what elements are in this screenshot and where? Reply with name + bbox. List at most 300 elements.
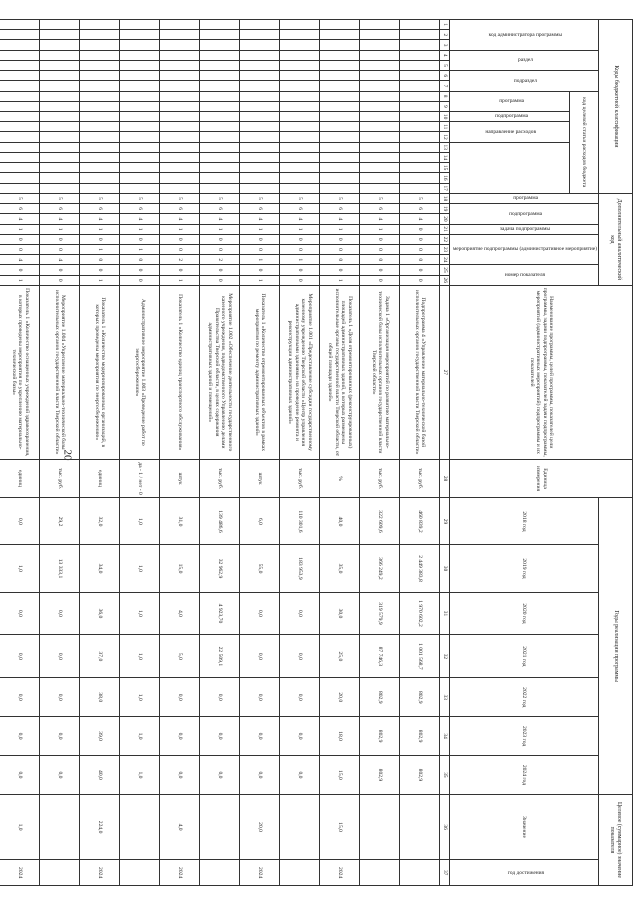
year-value-cell: 0,0 <box>0 717 40 756</box>
budget-code-cell <box>240 142 280 152</box>
budget-code-cell <box>360 142 400 152</box>
budget-code-cell <box>240 183 280 193</box>
budget-code-cell <box>280 71 320 81</box>
rotated-table-container <box>10 19 633 886</box>
analytic-code-cell: 0 <box>360 234 400 244</box>
year-value-cell: 38,0 <box>80 678 120 717</box>
analytic-code-cell: 0 <box>0 234 40 244</box>
year-2018-header: 2018 год <box>450 498 599 545</box>
year-value-cell: 1,0 <box>120 717 160 756</box>
budget-code-cell <box>0 132 40 142</box>
unit-column-header: Единица измерения <box>450 459 633 498</box>
budget-code-cell <box>200 132 240 142</box>
year-value-cell: 1,0 <box>120 756 160 795</box>
unit-cell: % <box>320 459 360 498</box>
budget-code-cell <box>40 183 80 193</box>
budget-code-cell <box>400 40 440 50</box>
column-number: 20 <box>440 214 450 224</box>
table-row <box>200 20 240 886</box>
budget-code-cell <box>360 71 400 81</box>
budget-code-cell <box>160 173 200 183</box>
analytic-code-cell: 1 <box>320 224 360 234</box>
budget-code-cell <box>40 81 80 91</box>
column-number: 23 <box>440 244 450 254</box>
target-value-header: Значение <box>450 794 599 859</box>
budget-code-cell <box>400 60 440 70</box>
budget-code-cell <box>160 101 200 111</box>
year-value-cell: 802,9 <box>400 756 440 795</box>
year-value-cell: 40,0 <box>80 756 120 795</box>
budget-code-cell <box>320 132 360 142</box>
column-number: 34 <box>440 717 450 756</box>
budget-code-cell <box>240 81 280 91</box>
year-value-cell: 0,0 <box>200 678 240 717</box>
budget-code-cell <box>120 183 160 193</box>
analytic-code-cell: 5 <box>40 193 80 203</box>
budget-code-cell <box>160 50 200 60</box>
header-row-1 <box>599 20 633 886</box>
budget-code-cell <box>360 50 400 60</box>
budget-code-cell <box>160 122 200 132</box>
year-value-cell: 0,0 <box>240 756 280 795</box>
budget-code-cell <box>240 173 280 183</box>
budget-code-cell <box>280 142 320 152</box>
year-value-cell: 0,0 <box>160 756 200 795</box>
year-value-cell: 87 746,3 <box>360 635 400 678</box>
budget-code-cell <box>360 30 400 40</box>
budget-code-cell <box>200 183 240 193</box>
target-year-cell: 2024 <box>80 860 120 886</box>
column-number: 31 <box>440 592 450 635</box>
budget-code-cell <box>80 30 120 40</box>
budget-code-cell <box>360 40 400 50</box>
analytic-code-cell: 1 <box>360 224 400 234</box>
budget-code-cell <box>240 111 280 121</box>
budget-code-cell <box>360 132 400 142</box>
budget-code-cell <box>80 101 120 111</box>
year-2024-header: 2024 год <box>450 756 599 795</box>
analytic-code-cell: 5 <box>120 193 160 203</box>
analytic-code-cell: 6 <box>240 204 280 214</box>
analytic-code-cell: 0 <box>240 234 280 244</box>
budget-code-cell <box>120 40 160 50</box>
budget-code-cell <box>240 101 280 111</box>
budget-code-cell <box>0 111 40 121</box>
budget-code-cell <box>200 71 240 81</box>
year-value-cell: 0,0 <box>0 678 40 717</box>
analytic-code-cell: 0 <box>360 244 400 254</box>
year-value-cell: 0,0 <box>40 592 80 635</box>
unit-cell: тыс. руб. <box>280 459 320 498</box>
analytic-code-cell: 5 <box>80 193 120 203</box>
budget-code-cell <box>120 81 160 91</box>
budget-code-cell <box>240 60 280 70</box>
year-value-cell: 0,0 <box>240 678 280 717</box>
year-value-cell: 0,0 <box>0 498 40 545</box>
column-number: 1 <box>440 20 450 30</box>
analytic-code-cell: 0 <box>240 244 280 254</box>
budget-code-cell <box>80 152 120 162</box>
budget-code-cell <box>40 122 80 132</box>
row-name-cell: Административное мероприятие 1.003 «Проведение работ по энергосбережению» <box>120 285 160 459</box>
budget-code-cell <box>200 163 240 173</box>
analytic-code-cell: 0 <box>120 234 160 244</box>
year-value-cell: 20,0 <box>320 678 360 717</box>
analytic-code-cell: 0 <box>400 265 440 275</box>
analytic-code-cell: 0 <box>400 234 440 244</box>
year-value-cell: 460 839,2 <box>400 498 440 545</box>
budget-code-cell <box>80 20 120 30</box>
year-value-cell: 39,0 <box>80 717 120 756</box>
expense-reserved-header <box>450 142 570 193</box>
year-value-cell: 0,0 <box>280 678 320 717</box>
budget-code-cell <box>280 163 320 173</box>
target-year-cell: 2024 <box>240 860 280 886</box>
analytic-code-cell: 6 <box>120 204 160 214</box>
budget-code-cell <box>120 30 160 40</box>
year-value-cell: 0,0 <box>40 635 80 678</box>
column-number: 18 <box>440 193 450 203</box>
budget-code-cell <box>120 173 160 183</box>
analytic-code-cell: 4 <box>360 214 400 224</box>
budget-code-cell <box>160 30 200 40</box>
analytic-code-cell: 6 <box>40 204 80 214</box>
budget-code-cell <box>200 122 240 132</box>
column-number: 32 <box>440 635 450 678</box>
analytic-code-cell: 0 <box>80 234 120 244</box>
analytic-code-cell: 4 <box>40 214 80 224</box>
budget-code-cell <box>80 91 120 101</box>
budget-code-cell <box>0 50 40 60</box>
analytic-code-cell: 4 <box>400 214 440 224</box>
analytic-code-cell: 0 <box>160 265 200 275</box>
column-number: 6 <box>440 71 450 81</box>
budget-code-cell <box>200 91 240 101</box>
target-year-cell <box>200 860 240 886</box>
budget-code-cell <box>240 122 280 132</box>
year-value-cell: 35,0 <box>320 545 360 592</box>
budget-code-cell <box>40 152 80 162</box>
year-value-cell: 802,9 <box>360 678 400 717</box>
column-number: 33 <box>440 678 450 717</box>
year-value-cell: 1 001 568,7 <box>400 635 440 678</box>
budget-code-cell <box>400 173 440 183</box>
budget-code-cell <box>80 60 120 70</box>
analytic-code-cell: 5 <box>280 193 320 203</box>
document-sheet <box>10 19 633 886</box>
year-value-cell: 183 953,9 <box>280 545 320 592</box>
aa-subprogram-header: подпрограмма <box>450 204 599 224</box>
budget-code-cell <box>360 122 400 132</box>
budget-code-cell <box>80 183 120 193</box>
unit-cell: тыс. руб. <box>360 459 400 498</box>
column-number: 11 <box>440 122 450 132</box>
budget-code-cell <box>160 142 200 152</box>
target-year-cell <box>360 860 400 886</box>
target-value-cell <box>400 794 440 859</box>
year-value-cell: 0,0 <box>40 756 80 795</box>
analytic-code-cell: 0 <box>40 265 80 275</box>
budget-code-cell <box>320 183 360 193</box>
analytic-code-cell: 6 <box>80 204 120 214</box>
target-year-cell <box>280 860 320 886</box>
budget-code-cell <box>200 173 240 183</box>
year-2019-header: 2019 год <box>450 545 599 592</box>
column-number: 8 <box>440 91 450 101</box>
budget-code-cell <box>160 163 200 173</box>
program-indicators-table <box>0 19 633 886</box>
year-value-cell: 5,0 <box>160 635 200 678</box>
analytic-code-cell: 4 <box>240 214 280 224</box>
budget-code-cell <box>280 20 320 30</box>
budget-code-cell <box>80 111 120 121</box>
aa-indicator-header: номер показателя <box>450 265 599 286</box>
unit-cell: единиц <box>0 459 40 498</box>
aa-task-header: задача подпрограммы <box>450 224 599 234</box>
budget-code-cell <box>240 50 280 60</box>
row-name-cell: Мероприятие 1.002 «Обеспечение деятельности государственного казенного учреждения, подведомственного Управлению делами Правительства Тверской области, в целях содержания административных зданий и помещений» <box>200 285 240 459</box>
budget-code-cell <box>400 122 440 132</box>
column-number: 28 <box>440 459 450 498</box>
budget-code-cell <box>320 152 360 162</box>
budget-code-cell <box>280 60 320 70</box>
budget-code-cell <box>240 91 280 101</box>
year-value-cell: 802,9 <box>360 756 400 795</box>
analytic-code-cell: 1 <box>40 224 80 234</box>
table-row <box>320 20 360 886</box>
analytic-code-cell: 4 <box>200 214 240 224</box>
unit-cell: тыс. руб. <box>200 459 240 498</box>
year-value-cell: 0,0 <box>280 635 320 678</box>
budget-code-cell <box>160 60 200 70</box>
analytic-code-cell: 4 <box>40 255 80 265</box>
unit-cell: тыс. руб. <box>40 459 80 498</box>
budget-code-cell <box>320 91 360 101</box>
budget-code-cell <box>360 111 400 121</box>
year-value-cell: 802,9 <box>360 717 400 756</box>
analytic-code-cell: 1 <box>320 275 360 285</box>
analytic-code-cell: 0 <box>120 275 160 285</box>
unit-cell: да - 1 / нет - 0 <box>120 459 160 498</box>
budget-code-cell <box>360 152 400 162</box>
budget-code-cell <box>40 20 80 30</box>
year-value-cell: 322 609,6 <box>360 498 400 545</box>
row-name-cell: Показатель 1 «Количество отремонтированных объектов в рамках мероприятия по ремонту административных зданий» <box>240 285 280 459</box>
budget-code-cell <box>160 91 200 101</box>
analytic-code-cell: 4 <box>320 214 360 224</box>
target-value-cell <box>280 794 320 859</box>
budget-code-cell <box>40 101 80 111</box>
analytic-code-cell: 6 <box>280 204 320 214</box>
row-name-cell: Мероприятие 1.001 «Предоставление субсидии государственному казенному учреждению Тверской области «Центр управления административными зданиями» на проведение ремонта и реконструкции административных зданий» <box>280 285 320 459</box>
years-group-header: Годы реализации программы <box>599 498 633 794</box>
target-year-cell <box>120 860 160 886</box>
budget-code-cell <box>200 40 240 50</box>
budget-code-cell <box>200 30 240 40</box>
row-name-cell: Показатель 1 «Количество модернизированных организаций, в которых проведены мероприятия по энергосбережению» <box>80 285 120 459</box>
budget-code-cell <box>360 173 400 183</box>
analytic-code-cell: 0 <box>80 255 120 265</box>
year-value-cell: 366 249,2 <box>360 545 400 592</box>
analytic-code-cell: 0 <box>40 244 80 254</box>
year-value-cell: 0,0 <box>40 717 80 756</box>
budget-code-cell <box>280 81 320 91</box>
column-number: 35 <box>440 756 450 795</box>
row-name-cell: Показатель 1 «Количество единиц транспортного обслуживания» <box>160 285 200 459</box>
column-number: 29 <box>440 498 450 545</box>
year-2021-header: 2021 год <box>450 635 599 678</box>
column-number: 13 <box>440 142 450 152</box>
year-value-cell: 0,0 <box>0 635 40 678</box>
budget-code-cell <box>120 122 160 132</box>
budget-code-cell <box>280 101 320 111</box>
year-value-cell: 0,0 <box>0 592 40 635</box>
year-value-cell: 1,0 <box>120 498 160 545</box>
analytic-code-cell: 0 <box>40 234 80 244</box>
target-year-cell: 2024 <box>160 860 200 886</box>
analytic-code-cell: 5 <box>240 193 280 203</box>
budget-code-cell <box>320 20 360 30</box>
year-value-cell: 0,0 <box>280 756 320 795</box>
analytic-code-cell: 4 <box>80 214 120 224</box>
analytic-code-cell: 0 <box>200 265 240 275</box>
analytic-code-cell: 1 <box>80 244 120 254</box>
budget-code-cell <box>240 30 280 40</box>
budget-code-cell <box>120 91 160 101</box>
budget-code-cell <box>280 173 320 183</box>
budget-code-cell <box>40 60 80 70</box>
budget-code-cell <box>200 142 240 152</box>
analytic-code-cell: 4 <box>160 214 200 224</box>
column-numbers-row <box>440 20 450 886</box>
target-year-cell: 2024 <box>320 860 360 886</box>
budget-code-cell <box>0 183 40 193</box>
analytic-code-header: Дополнительный аналитический код <box>599 193 633 285</box>
year-value-cell: 1,0 <box>0 545 40 592</box>
column-number: 22 <box>440 234 450 244</box>
year-value-cell: 2 449 383,8 <box>400 545 440 592</box>
analytic-code-cell: 1 <box>160 224 200 234</box>
budget-code-cell <box>280 111 320 121</box>
analytic-code-cell: 0 <box>0 265 40 275</box>
year-value-cell: 0,0 <box>240 635 280 678</box>
budget-code-cell <box>200 152 240 162</box>
year-value-cell: 1,0 <box>120 678 160 717</box>
budget-code-cell <box>400 142 440 152</box>
table-row <box>40 20 80 886</box>
budget-code-cell <box>0 163 40 173</box>
analytic-code-cell: 0 <box>280 275 320 285</box>
year-value-cell: 1,0 <box>120 635 160 678</box>
analytic-code-cell: 0 <box>120 265 160 275</box>
analytic-code-cell: 1 <box>120 224 160 234</box>
analytic-code-cell: 0 <box>400 255 440 265</box>
budget-code-cell <box>0 30 40 40</box>
row-name-cell: Показатель 1 «Количество оснащенных учреждений здравоохранения, в которых проведены мероприятия по укреплению материально-технической базы» <box>0 285 40 459</box>
unit-cell: единиц <box>80 459 120 498</box>
year-2020-header: 2020 год <box>450 592 599 635</box>
row-name-cell: Задача 1 «Организация мероприятий по развитию материально-технической базы исполнительных органов государственной власти Тверской области» <box>360 285 400 459</box>
analytic-code-cell: 1 <box>80 275 120 285</box>
budget-code-cell <box>280 122 320 132</box>
budget-code-cell <box>120 60 160 70</box>
aa-program-header: программа <box>450 193 599 203</box>
table-row <box>0 20 40 886</box>
year-value-cell: 36,0 <box>80 592 120 635</box>
expense-group-header: код целевой статьи расходов бюджета <box>570 91 599 193</box>
analytic-code-cell: 0 <box>240 265 280 275</box>
budget-code-cell <box>240 152 280 162</box>
budget-code-cell <box>360 91 400 101</box>
budget-code-cell <box>160 132 200 142</box>
budget-code-cell <box>80 71 120 81</box>
budget-code-cell <box>320 60 360 70</box>
unit-cell: штук <box>240 459 280 498</box>
budget-code-cell <box>80 122 120 132</box>
budget-code-cell <box>40 173 80 183</box>
budget-code-cell <box>400 163 440 173</box>
year-value-cell: 0,0 <box>200 717 240 756</box>
analytic-code-cell: 1 <box>160 275 200 285</box>
budget-code-cell <box>280 40 320 50</box>
table-row <box>280 20 320 886</box>
budget-code-cell <box>0 122 40 132</box>
target-year-cell <box>400 860 440 886</box>
column-number: 37 <box>440 860 450 886</box>
analytic-code-cell: 0 <box>320 234 360 244</box>
column-number: 30 <box>440 545 450 592</box>
analytic-code-cell: 0 <box>280 265 320 275</box>
budget-code-cell <box>320 163 360 173</box>
budget-code-cell <box>320 101 360 111</box>
budget-code-cell <box>400 111 440 121</box>
program-code-header: программа <box>450 91 570 111</box>
analytic-code-cell: 6 <box>360 204 400 214</box>
analytic-code-cell: 0 <box>120 255 160 265</box>
column-number: 26 <box>440 275 450 285</box>
budget-code-cell <box>40 132 80 142</box>
year-value-cell: 30,0 <box>320 592 360 635</box>
admin-code-header: код администратора программы <box>450 20 599 51</box>
budget-code-cell <box>40 111 80 121</box>
budget-code-cell <box>200 60 240 70</box>
year-value-cell: 0,0 <box>280 717 320 756</box>
column-number: 7 <box>440 81 450 91</box>
budget-code-cell <box>160 183 200 193</box>
target-value-cell: 4,0 <box>160 794 200 859</box>
analytic-code-cell: 2 <box>200 255 240 265</box>
budget-code-cell <box>120 163 160 173</box>
analytic-code-cell: 0 <box>160 234 200 244</box>
year-value-cell: 1,0 <box>120 545 160 592</box>
year-value-cell: 6,0 <box>240 498 280 545</box>
target-value-cell <box>120 794 160 859</box>
budget-code-cell <box>400 91 440 101</box>
year-value-cell: 13 333,1 <box>40 545 80 592</box>
budget-code-cell <box>280 50 320 60</box>
budget-code-cell <box>120 101 160 111</box>
year-value-cell: 0,0 <box>160 678 200 717</box>
budget-code-cell <box>40 71 80 81</box>
budget-code-cell <box>120 71 160 81</box>
page-number: 20 <box>61 449 74 461</box>
budget-code-cell <box>0 20 40 30</box>
budget-code-cell <box>0 81 40 91</box>
year-value-cell: 0,0 <box>0 756 40 795</box>
budget-code-cell <box>200 50 240 60</box>
analytic-code-cell: 6 <box>320 204 360 214</box>
target-value-cell: 1,0 <box>0 794 40 859</box>
